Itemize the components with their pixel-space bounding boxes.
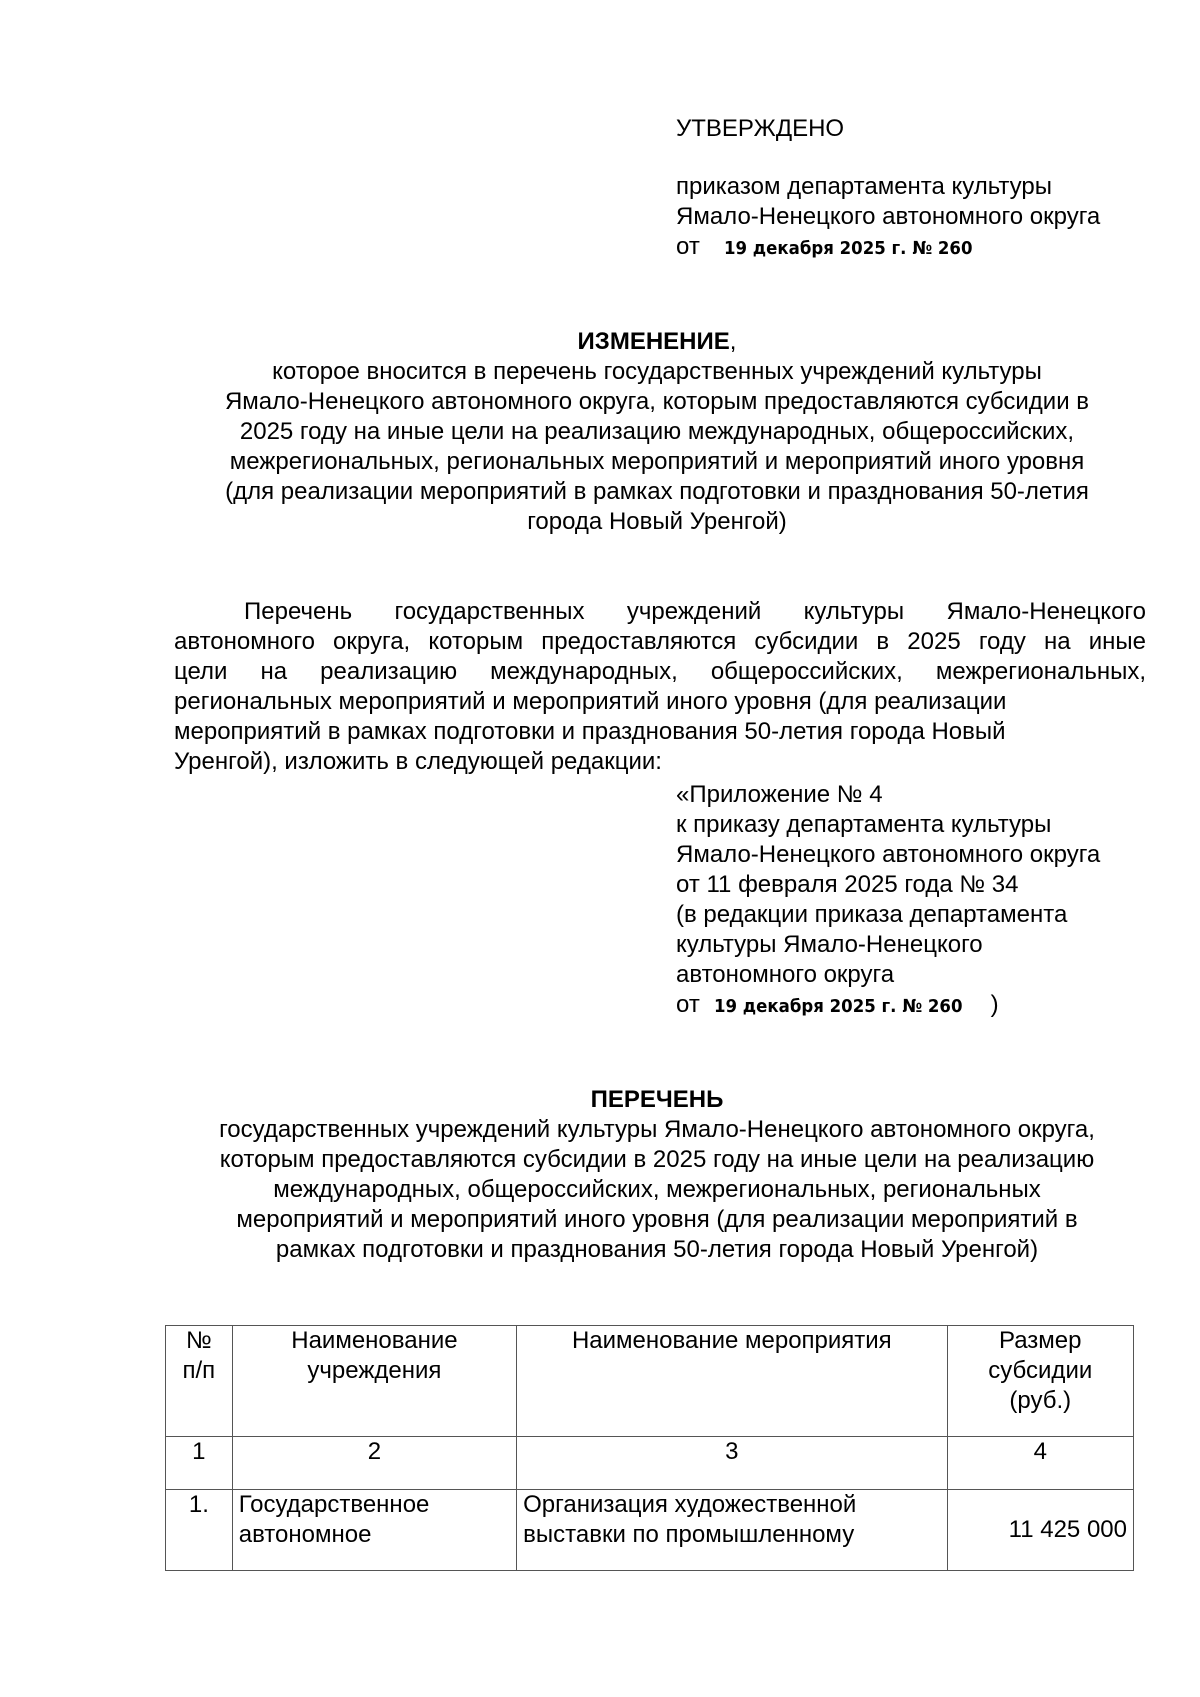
change-heading-line: межрегиональных, региональных мероприятий и мероприятий иного уровня	[229, 448, 1085, 475]
change-heading-line: которое вносится в перечень государственных учреждений культуры	[272, 358, 1042, 385]
header-event-line: Наименование мероприятия	[571, 1327, 892, 1354]
list-heading-line: государственных учреждений культуры Ямало-Ненецкого автономного округа,	[219, 1116, 1095, 1143]
header-amount	[947, 1326, 1133, 1437]
list-title: ПЕРЕЧЕНЬ	[590, 1086, 724, 1113]
column-number-cell: 1	[166, 1437, 233, 1490]
appendix-line: (в редакции приказа департамента	[676, 901, 1068, 928]
row-event-line: Организация художественной	[523, 1491, 857, 1518]
change-heading-line: (для реализации мероприятий в рамках подготовки и празднования 50-летия	[225, 478, 1089, 505]
paragraph-line: Перечень государственных учреждений культуры Ямало-Ненецкого	[244, 598, 1146, 625]
change-heading-line: 2025 году на иные цели на реализацию международных, общероссийских,	[239, 418, 1075, 445]
header-institution-line: учреждения	[307, 1357, 442, 1384]
header-number-line: п/п	[182, 1357, 216, 1384]
column-number-cell: 2	[232, 1437, 516, 1490]
header-institution	[232, 1326, 516, 1437]
appendix-date-suffix: )	[990, 991, 999, 1018]
header-amount-line: субсидии	[988, 1357, 1093, 1384]
appendix-line: «Приложение № 4	[676, 781, 883, 808]
row-institution-line: Государственное	[238, 1491, 430, 1518]
approval-date-line	[676, 232, 1100, 264]
approval-date-prefix: от	[676, 233, 700, 260]
header-number-line: №	[185, 1327, 212, 1354]
list-heading-line: рамках подготовки и празднования 50-летия города Новый Уренгой)	[275, 1236, 1039, 1263]
table-row	[166, 1490, 1134, 1571]
list-heading-line: международных, общероссийских, межрегиональных, региональных	[273, 1176, 1041, 1203]
appendix-line: автономного округа	[676, 961, 895, 988]
row-institution-line: автономное	[238, 1521, 372, 1548]
change-heading-line: города Новый Уренгой)	[527, 508, 787, 535]
approval-block	[676, 114, 1100, 264]
header-number	[166, 1326, 233, 1437]
row-number: 1.	[166, 1490, 233, 1571]
header-event	[517, 1326, 947, 1437]
paragraph-line: мероприятий в рамках подготовки и празднования 50-летия города Новый	[174, 718, 1006, 745]
row-institution	[232, 1490, 516, 1571]
approval-title: УТВЕРЖДЕНО	[676, 115, 845, 142]
appendix-block	[676, 780, 1100, 1022]
column-number-cell: 3	[517, 1437, 947, 1490]
appendix-line: к приказу департамента культуры	[676, 811, 1052, 838]
list-heading	[130, 1085, 1184, 1265]
appendix-date-line	[676, 990, 1100, 1022]
paragraph-line: автономного округа, которым предоставляются субсидии в 2025 году на иные	[174, 628, 1146, 655]
appendix-line: Ямало-Ненецкого автономного округа	[676, 841, 1101, 868]
table-header-row	[166, 1326, 1134, 1437]
table-numbering-row	[166, 1437, 1134, 1490]
row-event-line: выставки по промышленному	[523, 1521, 855, 1548]
header-institution-line: Наименование	[291, 1327, 458, 1354]
paragraph-line: региональных мероприятий и мероприятий иного уровня (для реализации	[174, 688, 1007, 715]
change-heading	[130, 327, 1184, 537]
appendix-line: от 11 февраля 2025 года № 34	[676, 871, 1019, 898]
appendix-line: культуры Ямало-Ненецкого	[676, 931, 983, 958]
subsidy-table	[165, 1325, 1134, 1571]
list-heading-line: которым предоставляются субсидии в 2025 году на иные цели на реализацию	[219, 1146, 1095, 1173]
header-amount-line: Размер	[999, 1327, 1082, 1354]
row-event	[517, 1490, 947, 1571]
column-number-cell: 4	[947, 1437, 1133, 1490]
list-heading-line: мероприятий и мероприятий иного уровня (для реализации мероприятий в	[236, 1206, 1078, 1233]
approval-stamp: 19 декабря 2025 г. № 260	[723, 238, 973, 259]
appendix-date-prefix: от	[676, 991, 700, 1018]
header-amount-line: (руб.)	[1009, 1387, 1072, 1414]
paragraph-line: Уренгой), изложить в следующей редакции:	[174, 748, 662, 775]
change-heading-line: Ямало-Ненецкого автономного округа, которым предоставляются субсидии в	[224, 388, 1090, 415]
change-title: ИЗМЕНЕНИЕ	[577, 328, 730, 355]
appendix-stamp: 19 декабря 2025 г. № 260	[713, 996, 963, 1017]
approval-line-2: Ямало-Ненецкого автономного округа	[676, 203, 1101, 230]
paragraph-line: цели на реализацию международных, общероссийских, межрегиональных,	[174, 658, 1146, 685]
row-amount: 11 425 000	[947, 1490, 1133, 1571]
body-paragraph	[174, 597, 1146, 777]
change-title-line	[130, 327, 1184, 357]
change-title-suffix: ,	[729, 328, 737, 355]
approval-line-1: приказом департамента культуры	[676, 173, 1052, 200]
